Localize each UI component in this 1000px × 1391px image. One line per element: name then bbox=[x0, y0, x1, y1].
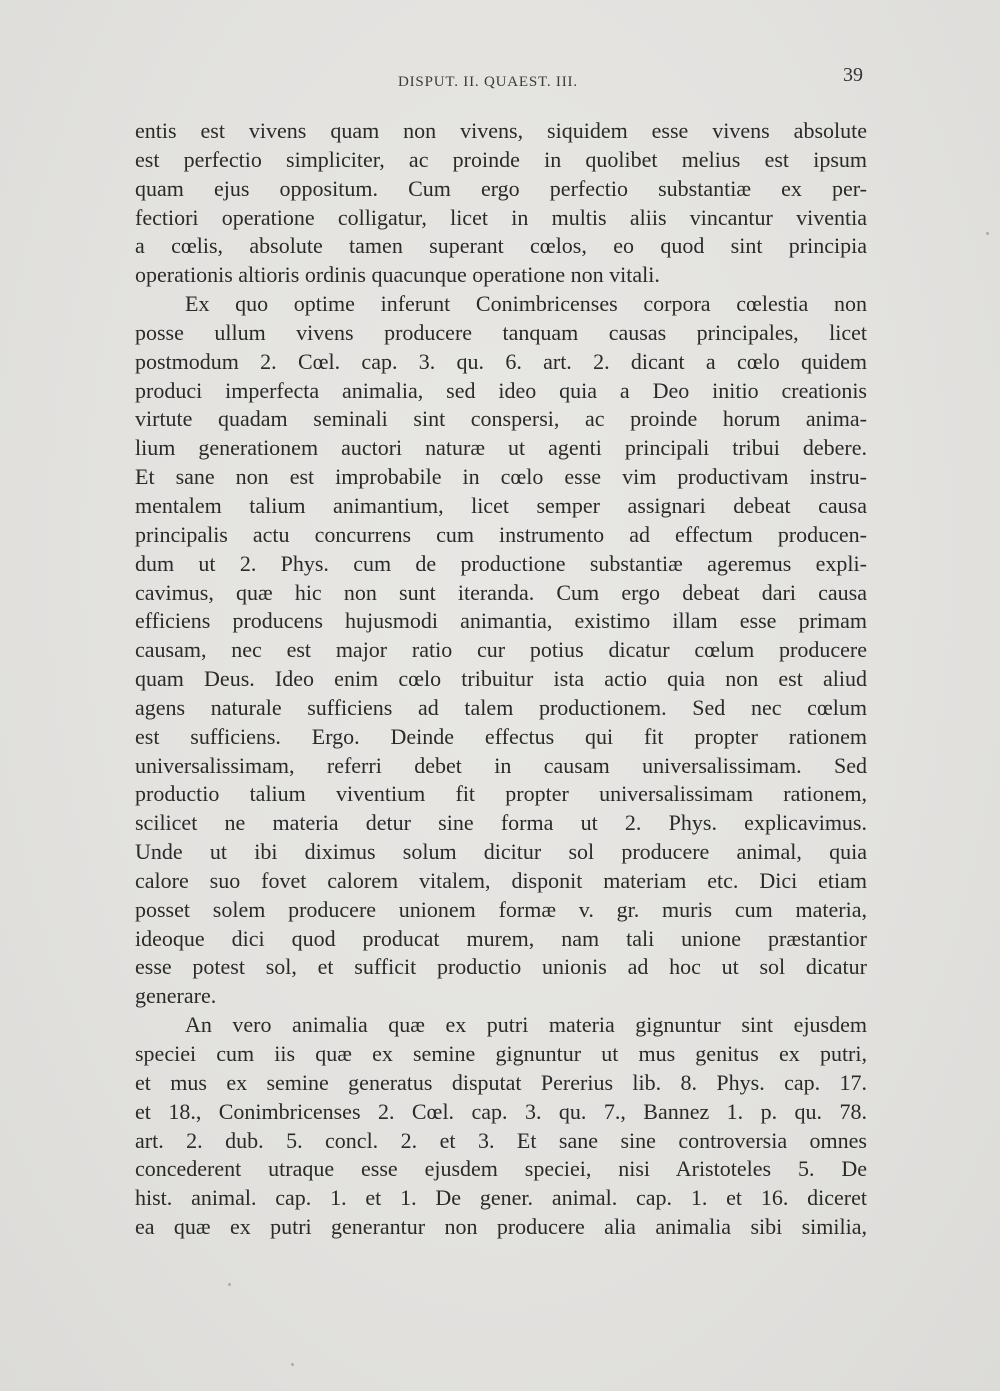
body-text bbox=[135, 117, 867, 1242]
text-line: est sufficiens. Ergo. Deinde effectus qui fit propter rationem bbox=[135, 723, 867, 749]
paragraph-end-line: generare. bbox=[135, 983, 217, 1009]
text-line: hist. animal. cap. 1. et 1. De gener. animal. cap. 1. et 16. diceret bbox=[135, 1185, 867, 1211]
paper-speck bbox=[986, 232, 989, 235]
text-line: calore suo fovet calorem vitalem, disponit materiam etc. Dici etiam bbox=[135, 867, 867, 893]
paper-speck bbox=[228, 1283, 231, 1286]
paper-speck bbox=[291, 1363, 294, 1366]
text-line: lium generationem auctori naturæ ut agenti principali tribui debere. bbox=[135, 435, 867, 461]
text-line: agens naturale sufficiens ad talem productionem. Sed nec cœlum bbox=[135, 694, 867, 720]
text-line: Et sane non est improbabile in cœlo esse vim productivam instru- bbox=[135, 464, 867, 490]
text-line: Unde ut ibi diximus solum dicitur sol producere animal, quia bbox=[135, 839, 867, 865]
running-head bbox=[0, 64, 1000, 94]
text-line: fectiori operatione colligatur, licet in multis aliis vincantur viventia bbox=[135, 204, 867, 230]
text-line: scilicet ne materia detur sine forma ut 2. Phys. explicavimus. bbox=[135, 810, 867, 836]
page-number: 39 bbox=[843, 64, 863, 86]
text-line: postmodum 2. Cœl. cap. 3. qu. 6. art. 2. dicant a cœlo quidem bbox=[135, 348, 867, 374]
text-line: esse potest sol, et sufficit productio unionis ad hoc ut sol dicatur bbox=[135, 954, 867, 980]
text-line: productio talium viventium fit propter universalissimam rationem, bbox=[135, 781, 867, 807]
text-line: art. 2. dub. 5. concl. 2. et 3. Et sane sine controversia omnes bbox=[135, 1127, 867, 1153]
text-line: entis est vivens quam non vivens, siquidem esse vivens absolute bbox=[135, 118, 867, 143]
text-line: principalis actu concurrens cum instrumento ad effectum producen- bbox=[135, 521, 867, 547]
text-line: quam ejus oppositum. Cum ergo perfectio substantiæ ex per- bbox=[135, 175, 867, 201]
text-line: ea quæ ex putri generantur non producere alia animalia sibi similia, bbox=[135, 1214, 867, 1240]
text-line: et 18., Conimbricenses 2. Cœl. cap. 3. qu. 7., Bannez 1. p. qu. 78. bbox=[135, 1098, 867, 1124]
text-line: dum ut 2. Phys. cum de productione substantiæ ageremus expli- bbox=[135, 550, 867, 576]
text-line: quam Deus. Ideo enim cœlo tribuitur ista actio quia non est aliud bbox=[135, 666, 867, 692]
text-line: est perfectio simpliciter, ac proinde in quolibet melius est ipsum bbox=[135, 146, 867, 172]
paragraph-start-line: An vero animalia quæ ex putri materia gignuntur sint ejusdem bbox=[185, 1012, 867, 1038]
text-line: universalissimam, referri debet in causam universalissimam. Sed bbox=[135, 752, 867, 778]
text-line: speciei cum iis quæ ex semine gignuntur ut mus genitus ex putri, bbox=[135, 1041, 867, 1066]
text-line: posse ullum vivens producere tanquam causas principales, licet bbox=[135, 319, 867, 345]
header-title: DISPUT. II. QUAEST. III. bbox=[398, 74, 578, 90]
text-line: et mus ex semine generatus disputat Pererius lib. 8. Phys. cap. 17. bbox=[135, 1069, 867, 1095]
text-line: posset solem producere unionem formæ v. gr. muris cum materia, bbox=[135, 896, 867, 922]
text-line: produci imperfecta animalia, sed ideo quia a Deo initio creationis bbox=[135, 377, 867, 403]
text-line: efficiens producens hujusmodi animantia, existimo illam esse primam bbox=[135, 608, 867, 634]
text-line: concederent utraque esse ejusdem speciei, nisi Aristoteles 5. De bbox=[135, 1156, 867, 1182]
paragraph-end-line: operationis altioris ordinis quacunque operatione non vitali. bbox=[135, 262, 660, 288]
paragraph-start-line: Ex quo optime inferunt Conimbricenses corpora cœlestia non bbox=[185, 291, 867, 317]
text-line: mentalem talium animantium, licet semper assignari debeat causa bbox=[135, 492, 867, 518]
text-line: a cœlis, absolute tamen superant cœlos, eo quod sint principia bbox=[135, 233, 867, 259]
text-line: virtute quadam seminali sint conspersi, ac proinde horum anima- bbox=[135, 406, 867, 432]
text-line: causam, nec est major ratio cur potius dicatur cœlum producere bbox=[135, 637, 867, 663]
text-line: ideoque dici quod producat murem, nam tali unione præstantior bbox=[135, 925, 867, 951]
text-line: cavimus, quæ hic non sunt iteranda. Cum ergo debeat dari causa bbox=[135, 579, 867, 605]
